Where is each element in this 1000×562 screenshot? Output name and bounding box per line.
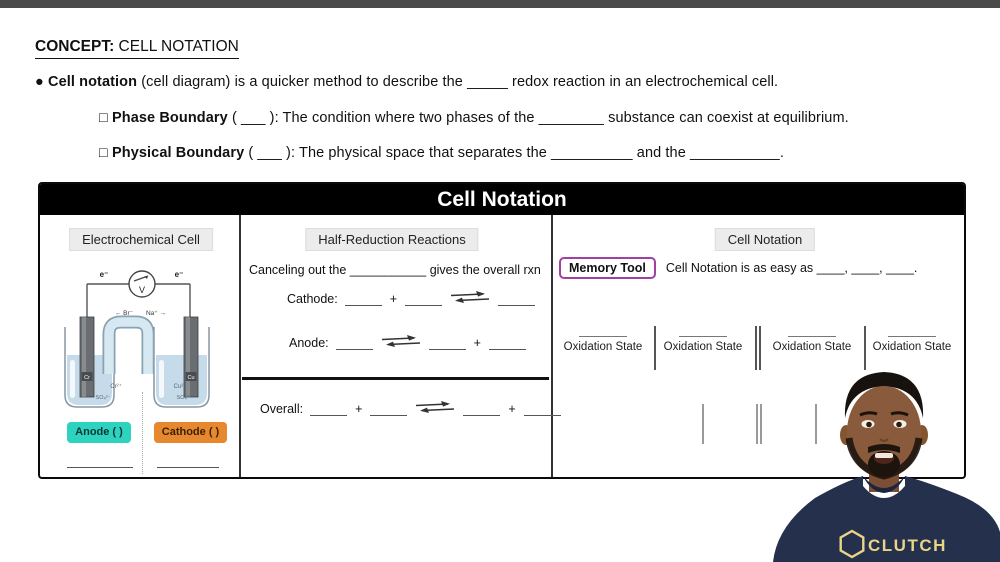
svg-text:Cr: Cr: [84, 375, 90, 381]
logo-text: CLUTCH: [868, 536, 947, 555]
salt-bridge-bar: [755, 326, 757, 370]
salt-bridge-bar: [760, 404, 762, 444]
salt-bridge: [109, 322, 148, 374]
salt-bridge-cation-label: Na⁺ →: [145, 310, 167, 317]
equilibrium-arrows-icon: [380, 334, 422, 348]
phase-boundary-text: ( ___ ): The condition where two phases of the ________ substance can coexist at equilibrium.: [227, 110, 849, 126]
voltmeter-icon: [129, 271, 155, 297]
electrochemical-cell-header: Electrochemical Cell: [69, 228, 213, 251]
phase-boundary-line: [99, 110, 849, 126]
anion-label: SO₄²⁻: [95, 395, 111, 401]
blank-field: [157, 467, 219, 468]
equilibrium-arrows-icon: [414, 400, 456, 414]
salt-bridge-bar: [759, 326, 761, 370]
blank-field: [489, 336, 526, 350]
cathode-row-label: Cathode:: [287, 292, 338, 306]
blank-field: [463, 402, 500, 416]
anode-label-badge: Anode ( ): [67, 422, 131, 443]
square-bullet-icon: □: [99, 145, 108, 161]
electrochemical-cell-diagram: [42, 252, 238, 422]
electron-flow-label: e⁻: [99, 270, 109, 279]
oxidation-state-slot: Oxidation State: [655, 324, 751, 353]
plus-sign: +: [355, 402, 363, 416]
plus-sign: +: [389, 292, 398, 306]
cathode-reaction-row: [287, 290, 535, 306]
blank-field: [679, 324, 727, 337]
definition-line: [35, 74, 778, 90]
left-electrode: [80, 317, 94, 397]
anode-reaction-row: [289, 334, 526, 350]
equilibrium-arrows-icon: [449, 290, 491, 304]
cation-label: Cr²⁺: [110, 384, 122, 390]
plus-sign: +: [508, 402, 516, 416]
concept-title: CELL NOTATION: [114, 38, 239, 55]
page-title: [35, 38, 239, 59]
cell-notation-header: Cell Notation: [715, 228, 815, 251]
cathode-label-badge: Cathode ( ): [154, 422, 227, 443]
half-reduction-header: Half-Reduction Reactions: [305, 228, 478, 251]
memory-tool-text: Cell Notation is as easy as ____, ____, ____.: [665, 261, 918, 275]
physical-boundary-line: [99, 145, 784, 161]
blank-field: [370, 402, 407, 416]
phase-boundary-bar: [654, 326, 656, 370]
overall-reaction-row: [260, 400, 561, 416]
blank-field: [429, 336, 466, 350]
presenter-person: [773, 372, 1000, 562]
anode-row-label: Anode:: [289, 336, 329, 350]
cation-label: Cu²⁺: [173, 384, 187, 390]
blank-field: [345, 292, 382, 306]
top-bar: [0, 0, 1000, 8]
phase-boundary-bar: [702, 404, 704, 444]
salt-bridge-anion-label: ← Br⁻: [114, 310, 134, 317]
blank-field: [888, 324, 936, 337]
blank-field: [498, 292, 535, 306]
blank-field: [405, 292, 442, 306]
blank-field: [579, 324, 627, 337]
square-bullet-icon: □: [99, 110, 108, 126]
blank-field: [788, 324, 836, 337]
column-divider: [551, 215, 553, 477]
blank-field: [336, 336, 373, 350]
blank-field: [310, 402, 347, 416]
concept-label: CONCEPT:: [35, 38, 115, 55]
memory-tool-row: [559, 257, 917, 279]
oxidation-state-slot: Oxidation State: [764, 324, 860, 353]
physical-boundary-term: Physical Boundary: [112, 145, 245, 161]
blank-field: [524, 402, 561, 416]
electron-flow-label: e⁻: [174, 270, 184, 279]
dotted-divider: [142, 392, 143, 474]
physical-boundary-text: ( ___ ): The physical space that separates the __________ and the ___________.: [244, 145, 784, 161]
plus-sign: +: [473, 336, 481, 350]
presenter-video-overlay: [765, 340, 1000, 562]
column-divider: [239, 215, 241, 477]
anion-label: SO₄²⁻: [176, 395, 192, 401]
overall-row-label: Overall:: [260, 402, 304, 416]
oxidation-state-slot: Oxidation State: [864, 324, 960, 353]
phase-boundary-term: Phase Boundary: [112, 110, 228, 126]
sum-divider-line: [242, 377, 549, 380]
board-banner: Cell Notation: [40, 184, 964, 215]
svg-text:Cu: Cu: [187, 375, 195, 381]
memory-tool-badge: Memory Tool: [559, 257, 656, 279]
svg-text:V: V: [138, 285, 146, 295]
definition-term: Cell notation: [48, 74, 138, 90]
canceling-line: Canceling out the ___________ gives the overall rxn: [249, 263, 541, 277]
bullet-icon: ●: [35, 74, 44, 90]
blank-field: [67, 467, 133, 468]
definition-text: (cell diagram) is a quicker method to describe the _____ redox reaction in an electrochemical cell.: [137, 74, 779, 90]
salt-bridge-bar: [756, 404, 758, 444]
oxidation-state-slot: Oxidation State: [555, 324, 651, 353]
